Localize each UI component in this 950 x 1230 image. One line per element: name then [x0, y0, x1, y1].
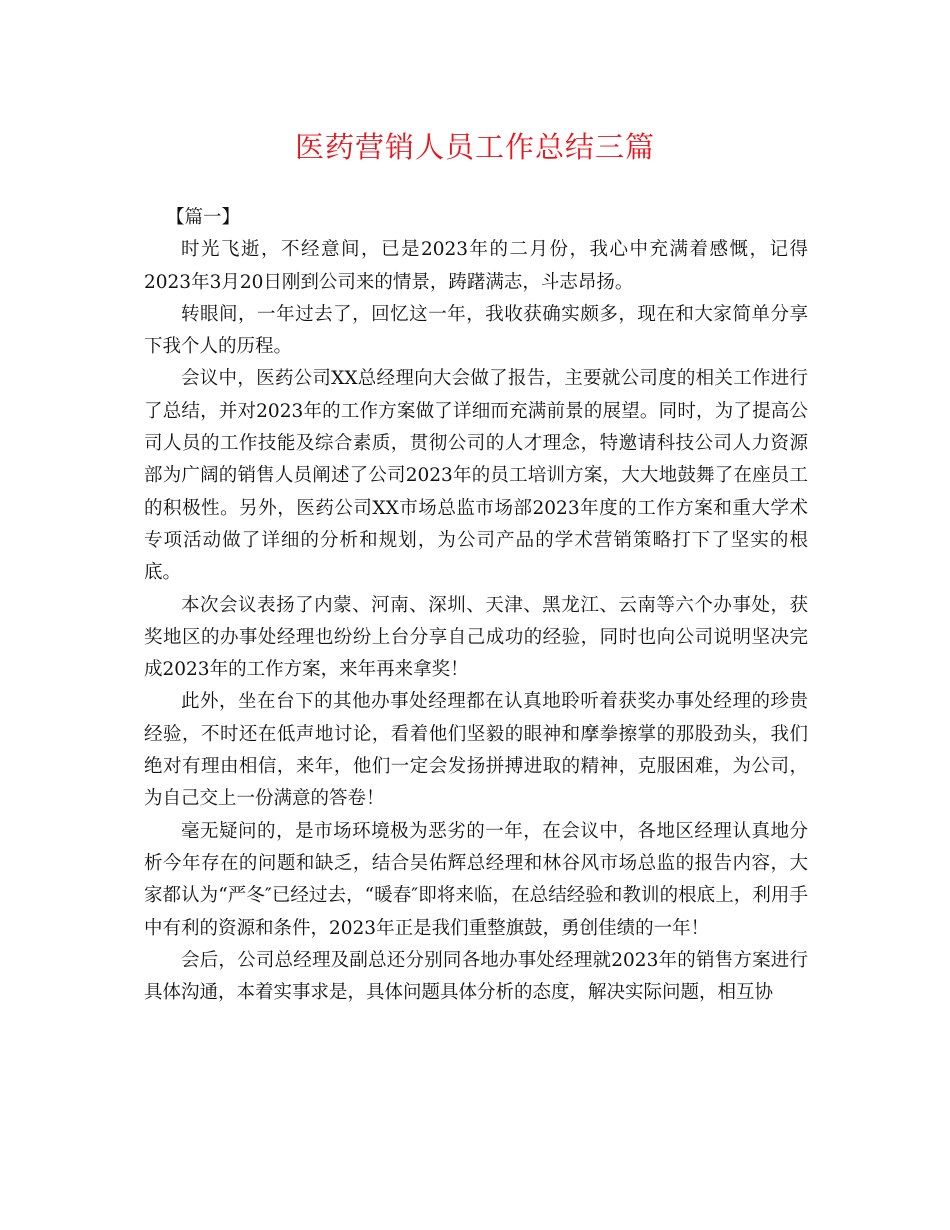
document-body	[144, 202, 808, 1009]
paragraph-5: 此外，坐在台下的其他办事处经理都在认真地聆听着获奖办事处经理的珍贵经验，不时还在低声地讨论，看着他们坚毅的眼神和摩拳擦掌的那股劲头，我们绝对有理由相信，来年，他们一定会发扬拼搏进取的精神，克服困难，为公司，为自己交上一份满意的答卷！	[144, 691, 808, 810]
paragraph-2: 转眼间，一年过去了，回忆这一年，我收获确实颇多，现在和大家简单分享下我个人的历程。	[144, 303, 808, 358]
section-heading: 【篇一】	[166, 207, 241, 228]
paragraph-1: 时光飞逝，不经意间，已是2023年的二月份，我心中充满着感慨，记得2023年3月20日刚到公司来的情景，踌躇满志，斗志昂扬。	[144, 239, 808, 293]
paragraph-7: 会后，公司总经理及副总还分别同各地办事处经理就2023年的销售方案进行具体沟通，本着实事求是，具体问题具体分析的态度，解决实际问题，相互协	[144, 949, 808, 1004]
paragraph-4: 本次会议表扬了内蒙、河南、深圳、天津、黑龙江、云南等六个办事处，获奖地区的办事处经理也纷纷上台分享自己成功的经验，同时也向公司说明坚决完成2023年的工作方案，来年再来拿奖！	[144, 594, 808, 681]
document-title: 医药营销人员工作总结三篇	[294, 130, 655, 164]
paragraph-6: 毫无疑问的，是市场环境极为恶劣的一年，在会议中，各地区经理认真地分析今年存在的问题和缺乏，结合吴佑辉总经理和林谷风市场总监的报告内容，大家都认为“严冬″已经过去，“暖春″即将来临，在总结经验和教训的根底上，利用手中有利的资源和条件，2023年正是我们重整旗鼓，勇创佳绩的一年！	[144, 820, 808, 939]
paragraph-3: 会议中，医药公司XX总经理向大会做了报告，主要就公司度的相关工作进行了总结，并对2023年的工作方案做了详细而充满前景的展望。同时，为了提高公司人员的工作技能及综合素质，贯彻公司的人才理念，特邀请科技公司人力资源部为广阔的销售人员阐述了公司2023年的员工培训方案，大大地鼓舞了在座员工的积极性。另外，医药公司XX市场总监市场部2023年度的工作方案和重大学术专项活动做了详细的分析和规划，为公司产品的学术营销策略打下了坚实的根底。	[144, 368, 808, 584]
